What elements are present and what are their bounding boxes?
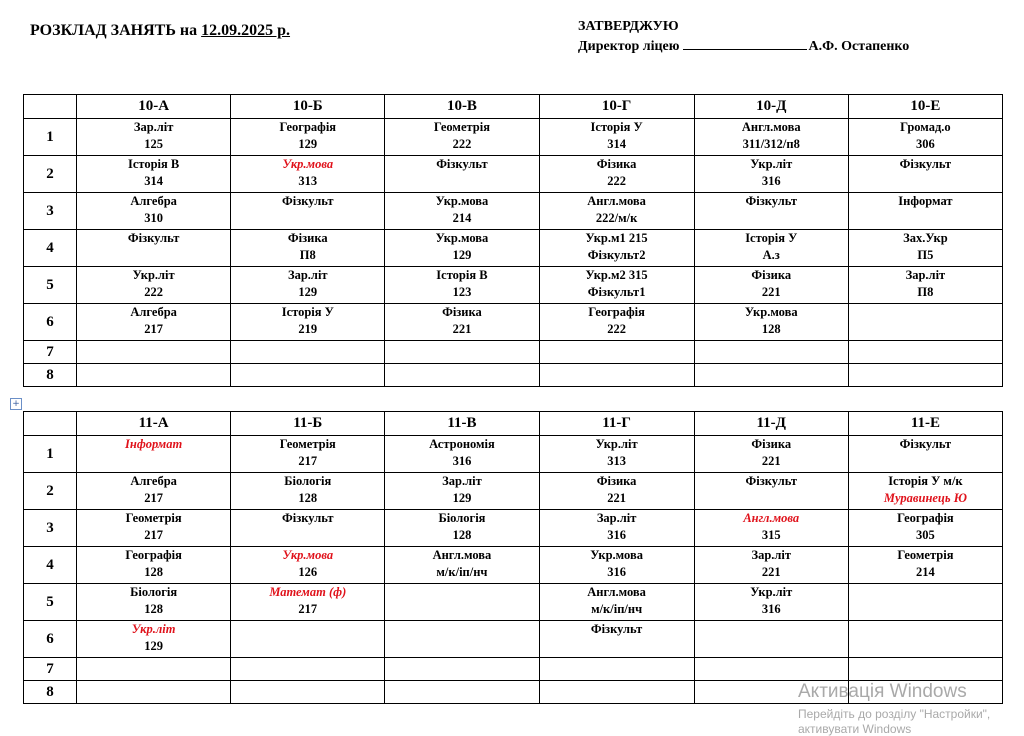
room-number: 217 bbox=[298, 602, 318, 616]
schedule-cell[interactable] bbox=[231, 584, 385, 621]
subject-name: Укр.літ bbox=[132, 268, 175, 282]
lesson-row bbox=[24, 230, 1003, 267]
schedule-cell[interactable] bbox=[231, 473, 385, 510]
subject-name: Зар.літ bbox=[905, 268, 946, 282]
room-number: 128 bbox=[761, 322, 781, 336]
director-line bbox=[578, 37, 909, 57]
title-prefix: РОЗКЛАД ЗАНЯТЬ на bbox=[30, 22, 198, 39]
room-number: П5 bbox=[917, 248, 934, 262]
lesson-number: 2 bbox=[24, 473, 77, 510]
schedule-cell[interactable] bbox=[231, 364, 385, 387]
schedule-cell[interactable] bbox=[694, 193, 848, 230]
subject-name: Алгебра bbox=[130, 474, 177, 488]
schedule-cell[interactable] bbox=[231, 621, 385, 658]
room-number: 316 bbox=[761, 174, 781, 188]
schedule-cell[interactable] bbox=[848, 436, 1002, 473]
subject-name: Зах.Укр bbox=[903, 231, 948, 245]
schedule-cell[interactable] bbox=[77, 193, 231, 230]
subject-name: Укр.мова bbox=[590, 548, 643, 562]
subject-name: Укр.м2 315 bbox=[585, 268, 648, 282]
room-number: П8 bbox=[299, 248, 316, 262]
watermark-title: Активація Windows bbox=[798, 681, 967, 702]
subject-name: Англ.мова bbox=[432, 548, 492, 562]
class-header: 10-Д bbox=[694, 95, 848, 119]
schedule-cell[interactable] bbox=[694, 119, 848, 156]
table-header-row bbox=[24, 95, 1003, 119]
lesson-row bbox=[24, 436, 1003, 473]
schedule-cell[interactable] bbox=[694, 621, 848, 658]
schedule-cell[interactable] bbox=[385, 119, 539, 156]
subject-name: Фізика bbox=[596, 157, 637, 171]
subject-name: Геометрія bbox=[125, 511, 182, 525]
room-number: 316 bbox=[761, 602, 781, 616]
lesson-row bbox=[24, 119, 1003, 156]
schedule-cell[interactable] bbox=[539, 304, 694, 341]
schedule-cell[interactable] bbox=[539, 621, 694, 658]
schedule-cell[interactable] bbox=[848, 510, 1002, 547]
room-number: 129 bbox=[144, 639, 163, 653]
class-header: 11-Д bbox=[694, 412, 848, 436]
schedule-cell[interactable] bbox=[231, 267, 385, 304]
schedule-cell[interactable] bbox=[848, 364, 1002, 387]
signature-line bbox=[683, 37, 807, 50]
subject-name: Інформат bbox=[898, 194, 953, 208]
schedule-cell[interactable] bbox=[539, 119, 694, 156]
subject-name: Фізика bbox=[751, 268, 792, 282]
subject-name: Біологія bbox=[130, 585, 178, 599]
schedule-table-11 bbox=[23, 411, 1003, 704]
subject-name: Історія В bbox=[127, 157, 180, 171]
subject-name: Укр.мова bbox=[435, 231, 489, 245]
schedule-cell[interactable] bbox=[385, 341, 539, 364]
subject-name: Укр.мова bbox=[744, 305, 798, 319]
schedule-cell[interactable] bbox=[385, 267, 539, 304]
room-number: 222 bbox=[607, 322, 626, 336]
schedule-cell[interactable] bbox=[385, 658, 539, 681]
schedule-cell[interactable] bbox=[848, 230, 1002, 267]
room-number: 214 bbox=[916, 565, 935, 579]
subject-name: Зар.літ bbox=[596, 511, 637, 525]
schedule-cell[interactable] bbox=[539, 473, 694, 510]
room-number: м/к/іп/нч bbox=[591, 602, 643, 616]
schedule-cell[interactable] bbox=[694, 341, 848, 364]
lesson-number: 5 bbox=[24, 267, 77, 304]
subject-name: Історія У bbox=[281, 305, 334, 319]
schedule-cell[interactable] bbox=[77, 267, 231, 304]
lesson-number: 5 bbox=[24, 584, 77, 621]
schedule-cell[interactable] bbox=[385, 584, 539, 621]
subject-name: Зар.літ bbox=[288, 268, 328, 282]
schedule-cell[interactable] bbox=[77, 658, 231, 681]
corner-cell bbox=[24, 412, 77, 436]
schedule-cell[interactable] bbox=[231, 547, 385, 584]
lesson-row bbox=[24, 621, 1003, 658]
room-number: 305 bbox=[916, 528, 935, 542]
lesson-number: 7 bbox=[24, 341, 77, 364]
table-header-row bbox=[24, 412, 1003, 436]
schedule-cell[interactable] bbox=[539, 547, 694, 584]
subject-name: Історія В bbox=[436, 268, 488, 282]
schedule-cell[interactable] bbox=[77, 584, 231, 621]
room-number: 123 bbox=[452, 285, 472, 299]
subject-name: Геометрія bbox=[897, 548, 954, 562]
room-number: 219 bbox=[298, 322, 318, 336]
lesson-number: 1 bbox=[24, 119, 77, 156]
room-number: 217 bbox=[298, 454, 318, 468]
schedule-cell[interactable] bbox=[848, 473, 1002, 510]
lesson-number: 1 bbox=[24, 436, 77, 473]
room-number: 316 bbox=[607, 528, 626, 542]
schedule-cell[interactable] bbox=[231, 230, 385, 267]
subject-name: Фізика bbox=[287, 231, 328, 245]
schedule-cell[interactable] bbox=[77, 436, 231, 473]
room-number: 128 bbox=[452, 528, 472, 542]
approve-label: ЗАТВЕРДЖУЮ bbox=[578, 19, 679, 34]
room-number: 217 bbox=[144, 491, 163, 505]
room-number: 316 bbox=[452, 454, 472, 468]
subject-name: Фізкульт bbox=[899, 157, 952, 171]
schedule-cell[interactable] bbox=[848, 341, 1002, 364]
room-number: 314 bbox=[607, 137, 626, 151]
class-header: 10-Б bbox=[231, 95, 385, 119]
subject-name: Фізкульт bbox=[745, 194, 797, 208]
schedule-cell[interactable] bbox=[231, 156, 385, 193]
schedule-cell[interactable] bbox=[539, 230, 694, 267]
schedule-cell[interactable] bbox=[77, 119, 231, 156]
schedule-cell[interactable] bbox=[385, 230, 539, 267]
lesson-row bbox=[24, 304, 1003, 341]
schedule-cell[interactable] bbox=[694, 267, 848, 304]
subject-name: Біологія bbox=[284, 474, 332, 488]
lesson-number: 8 bbox=[24, 681, 77, 704]
room-number: 221 bbox=[452, 322, 472, 336]
lesson-number: 8 bbox=[24, 364, 77, 387]
schedule-cell[interactable] bbox=[848, 621, 1002, 658]
room-number: 222 bbox=[607, 174, 626, 188]
subject-name: Історія У м/к bbox=[888, 474, 963, 488]
room-number: 128 bbox=[144, 602, 163, 616]
room-number: 221 bbox=[761, 285, 781, 299]
schedule-cell[interactable] bbox=[385, 364, 539, 387]
schedule-title bbox=[30, 22, 290, 40]
room-number: 129 bbox=[298, 137, 318, 151]
subject-name: Історія У bbox=[590, 120, 643, 134]
subject-name: Інформат bbox=[125, 437, 183, 451]
subject-name: Фізкульт bbox=[282, 511, 334, 525]
schedule-cell[interactable] bbox=[694, 230, 848, 267]
schedule-date: 12.09.2025 р. bbox=[201, 22, 291, 39]
schedule-cell[interactable] bbox=[385, 473, 539, 510]
subject-name: Географія bbox=[588, 305, 645, 319]
schedule-cell[interactable] bbox=[231, 436, 385, 473]
subject-name: Фізкульт bbox=[127, 231, 180, 245]
schedule-cell[interactable] bbox=[231, 658, 385, 681]
schedule-cell[interactable] bbox=[848, 267, 1002, 304]
schedule-cell[interactable] bbox=[694, 364, 848, 387]
class-header: 11-Г bbox=[539, 412, 694, 436]
lesson-row bbox=[24, 547, 1003, 584]
schedule-cell[interactable] bbox=[539, 193, 694, 230]
room-number: 128 bbox=[298, 491, 318, 505]
class-header: 11-Е bbox=[848, 412, 1002, 436]
class-header: 10-В bbox=[385, 95, 539, 119]
room-number: 313 bbox=[607, 454, 626, 468]
schedule-cell[interactable] bbox=[385, 193, 539, 230]
class-header: 11-Б bbox=[231, 412, 385, 436]
class-header: 11-А bbox=[77, 412, 231, 436]
subject-name: Укр.літ bbox=[750, 585, 793, 599]
schedule-cell[interactable] bbox=[385, 304, 539, 341]
class-header: 11-В bbox=[385, 412, 539, 436]
lesson-number: 2 bbox=[24, 156, 77, 193]
schedule-cell[interactable] bbox=[231, 119, 385, 156]
room-number: 129 bbox=[298, 285, 318, 299]
subject-name: Фізика bbox=[596, 474, 637, 488]
schedule-cell[interactable] bbox=[848, 156, 1002, 193]
room-number: 126 bbox=[298, 565, 318, 579]
subject-name: Англ.мова bbox=[587, 585, 646, 599]
subject-name: Фізика bbox=[751, 437, 792, 451]
subject-name: Алгебра bbox=[130, 194, 177, 208]
subject-name: Громад.о bbox=[900, 120, 951, 134]
subject-name: Укр.мова bbox=[282, 548, 334, 562]
subject-name: Укр.м1 215 bbox=[585, 231, 648, 245]
subject-name: Зар.літ bbox=[133, 120, 174, 134]
room-number: П8 bbox=[917, 285, 934, 299]
room-number: 314 bbox=[144, 174, 163, 188]
director-label: Директор ліцею bbox=[578, 39, 680, 54]
windows-activation-watermark bbox=[798, 680, 990, 736]
lesson-row bbox=[24, 341, 1003, 364]
subject-name: Астрономія bbox=[429, 437, 495, 451]
lesson-row bbox=[24, 510, 1003, 547]
lesson-row bbox=[24, 584, 1003, 621]
schedule-cell[interactable] bbox=[848, 193, 1002, 230]
room-number: 221 bbox=[607, 491, 626, 505]
lesson-number: 3 bbox=[24, 193, 77, 230]
schedule-cell[interactable] bbox=[539, 156, 694, 193]
schedule-cell[interactable] bbox=[231, 193, 385, 230]
room-number: 222/м/к bbox=[595, 211, 638, 225]
room-number: 214 bbox=[452, 211, 472, 225]
room-number: 306 bbox=[916, 137, 935, 151]
subject-name: Укр.літ bbox=[595, 437, 638, 451]
subject-name: Геометрія bbox=[279, 437, 336, 451]
subject-name: Англ.мова bbox=[741, 120, 801, 134]
room-number: 222 bbox=[144, 285, 163, 299]
subject-name: Алгебра bbox=[130, 305, 177, 319]
corner-cell bbox=[24, 95, 77, 119]
subject-name: Географія bbox=[897, 511, 954, 525]
room-number: 128 bbox=[144, 565, 163, 579]
subject-name: Фізкульт bbox=[745, 474, 797, 488]
class-header: 10-А bbox=[77, 95, 231, 119]
room-number: Муравинець Ю bbox=[883, 491, 967, 505]
schedule-cell[interactable] bbox=[385, 436, 539, 473]
schedule-cell[interactable] bbox=[848, 547, 1002, 584]
schedule-cell[interactable] bbox=[385, 681, 539, 704]
schedule-cell[interactable] bbox=[385, 547, 539, 584]
lesson-number: 6 bbox=[24, 621, 77, 658]
schedule-cell[interactable] bbox=[539, 658, 694, 681]
room-number: 217 bbox=[144, 322, 163, 336]
approval-block bbox=[578, 17, 909, 57]
schedule-cell[interactable] bbox=[77, 621, 231, 658]
schedule-cell[interactable] bbox=[77, 510, 231, 547]
schedule-cell[interactable] bbox=[539, 584, 694, 621]
watermark-line1: Перейдіть до розділу "Настройки", bbox=[798, 707, 991, 721]
lesson-row bbox=[24, 193, 1003, 230]
schedule-cell[interactable] bbox=[77, 156, 231, 193]
room-number: 316 bbox=[607, 565, 626, 579]
schedule-cell[interactable] bbox=[539, 341, 694, 364]
room-number: 217 bbox=[144, 528, 163, 542]
room-number: м/к/іп/нч bbox=[436, 565, 488, 579]
lesson-number: 6 bbox=[24, 304, 77, 341]
schedule-cell[interactable] bbox=[694, 584, 848, 621]
schedule-cell[interactable] bbox=[539, 364, 694, 387]
schedule-cell[interactable] bbox=[77, 341, 231, 364]
class-header: 10-Г bbox=[539, 95, 694, 119]
schedule-cell[interactable] bbox=[385, 156, 539, 193]
subject-name: Фізкульт bbox=[436, 157, 488, 171]
room-number: 221 bbox=[761, 454, 781, 468]
room-number: 313 bbox=[298, 174, 318, 188]
subject-name: Фізкульт bbox=[282, 194, 334, 208]
subject-name: Географія bbox=[125, 548, 182, 562]
subject-name: Фізкульт bbox=[899, 437, 952, 451]
schedule-cell[interactable] bbox=[694, 156, 848, 193]
subject-name: Укр.літ bbox=[131, 622, 176, 636]
schedule-table-10 bbox=[23, 94, 1003, 387]
class-header: 10-Е bbox=[848, 95, 1002, 119]
subject-name: Укр.мова bbox=[282, 157, 334, 171]
subject-name: Біологія bbox=[438, 511, 486, 525]
subject-name: Географія bbox=[279, 120, 337, 134]
schedule-cell[interactable] bbox=[848, 584, 1002, 621]
schedule-cell[interactable] bbox=[231, 341, 385, 364]
schedule-cell[interactable] bbox=[77, 230, 231, 267]
schedule-cell[interactable] bbox=[694, 658, 848, 681]
room-number: 222 bbox=[452, 137, 472, 151]
schedule-cell[interactable] bbox=[694, 510, 848, 547]
room-number: 315 bbox=[761, 528, 781, 542]
move-handle-icon[interactable]: + bbox=[10, 398, 22, 410]
schedule-cell[interactable] bbox=[385, 621, 539, 658]
subject-name: Фізкульт bbox=[590, 622, 643, 636]
room-number: Фізкульт1 bbox=[587, 285, 646, 299]
subject-name: Математ (ф) bbox=[269, 585, 347, 599]
lesson-row bbox=[24, 473, 1003, 510]
schedule-cell[interactable] bbox=[539, 436, 694, 473]
schedule-cell[interactable] bbox=[231, 304, 385, 341]
room-number: 221 bbox=[761, 565, 781, 579]
room-number: 310 bbox=[144, 211, 163, 225]
lesson-number: 7 bbox=[24, 658, 77, 681]
room-number: 125 bbox=[144, 137, 163, 151]
room-number: А.з bbox=[762, 248, 780, 262]
room-number: 129 bbox=[452, 491, 472, 505]
schedule-cell[interactable] bbox=[539, 681, 694, 704]
schedule-cell[interactable] bbox=[77, 364, 231, 387]
schedule-cell[interactable] bbox=[694, 473, 848, 510]
subject-name: Зар.літ bbox=[751, 548, 792, 562]
subject-name: Англ.мова bbox=[743, 511, 800, 525]
subject-name: Укр.мова bbox=[435, 194, 489, 208]
lesson-number: 3 bbox=[24, 510, 77, 547]
schedule-cell[interactable] bbox=[77, 547, 231, 584]
subject-name: Укр.літ bbox=[750, 157, 793, 171]
schedule-cell[interactable] bbox=[848, 304, 1002, 341]
lesson-number: 4 bbox=[24, 547, 77, 584]
room-number: 311/312/п8 bbox=[742, 137, 800, 151]
schedule-cell[interactable] bbox=[231, 681, 385, 704]
lesson-row bbox=[24, 156, 1003, 193]
lesson-number: 4 bbox=[24, 230, 77, 267]
lesson-row bbox=[24, 267, 1003, 304]
schedule-cell[interactable] bbox=[694, 436, 848, 473]
schedule-cell[interactable] bbox=[539, 267, 694, 304]
subject-name: Історія У bbox=[745, 231, 798, 245]
schedule-cell[interactable] bbox=[694, 547, 848, 584]
lesson-row bbox=[24, 658, 1003, 681]
subject-name: Геометрія bbox=[433, 120, 490, 134]
schedule-cell[interactable] bbox=[77, 304, 231, 341]
schedule-cell[interactable] bbox=[231, 510, 385, 547]
schedule-cell[interactable] bbox=[539, 510, 694, 547]
director-name: А.Ф. Остапенко bbox=[808, 39, 910, 54]
schedule-cell[interactable] bbox=[848, 658, 1002, 681]
room-number: 129 bbox=[452, 248, 472, 262]
subject-name: Зар.літ bbox=[442, 474, 482, 488]
subject-name: Англ.мова bbox=[587, 194, 646, 208]
subject-name: Фізика bbox=[442, 305, 482, 319]
schedule-cell[interactable] bbox=[694, 304, 848, 341]
watermark-line2: активувати Windows bbox=[798, 722, 912, 736]
schedule-cell[interactable] bbox=[385, 510, 539, 547]
room-number: Фізкульт2 bbox=[587, 248, 646, 262]
lesson-row bbox=[24, 364, 1003, 387]
schedule-cell[interactable] bbox=[77, 473, 231, 510]
schedule-cell[interactable] bbox=[848, 119, 1002, 156]
schedule-cell[interactable] bbox=[77, 681, 231, 704]
